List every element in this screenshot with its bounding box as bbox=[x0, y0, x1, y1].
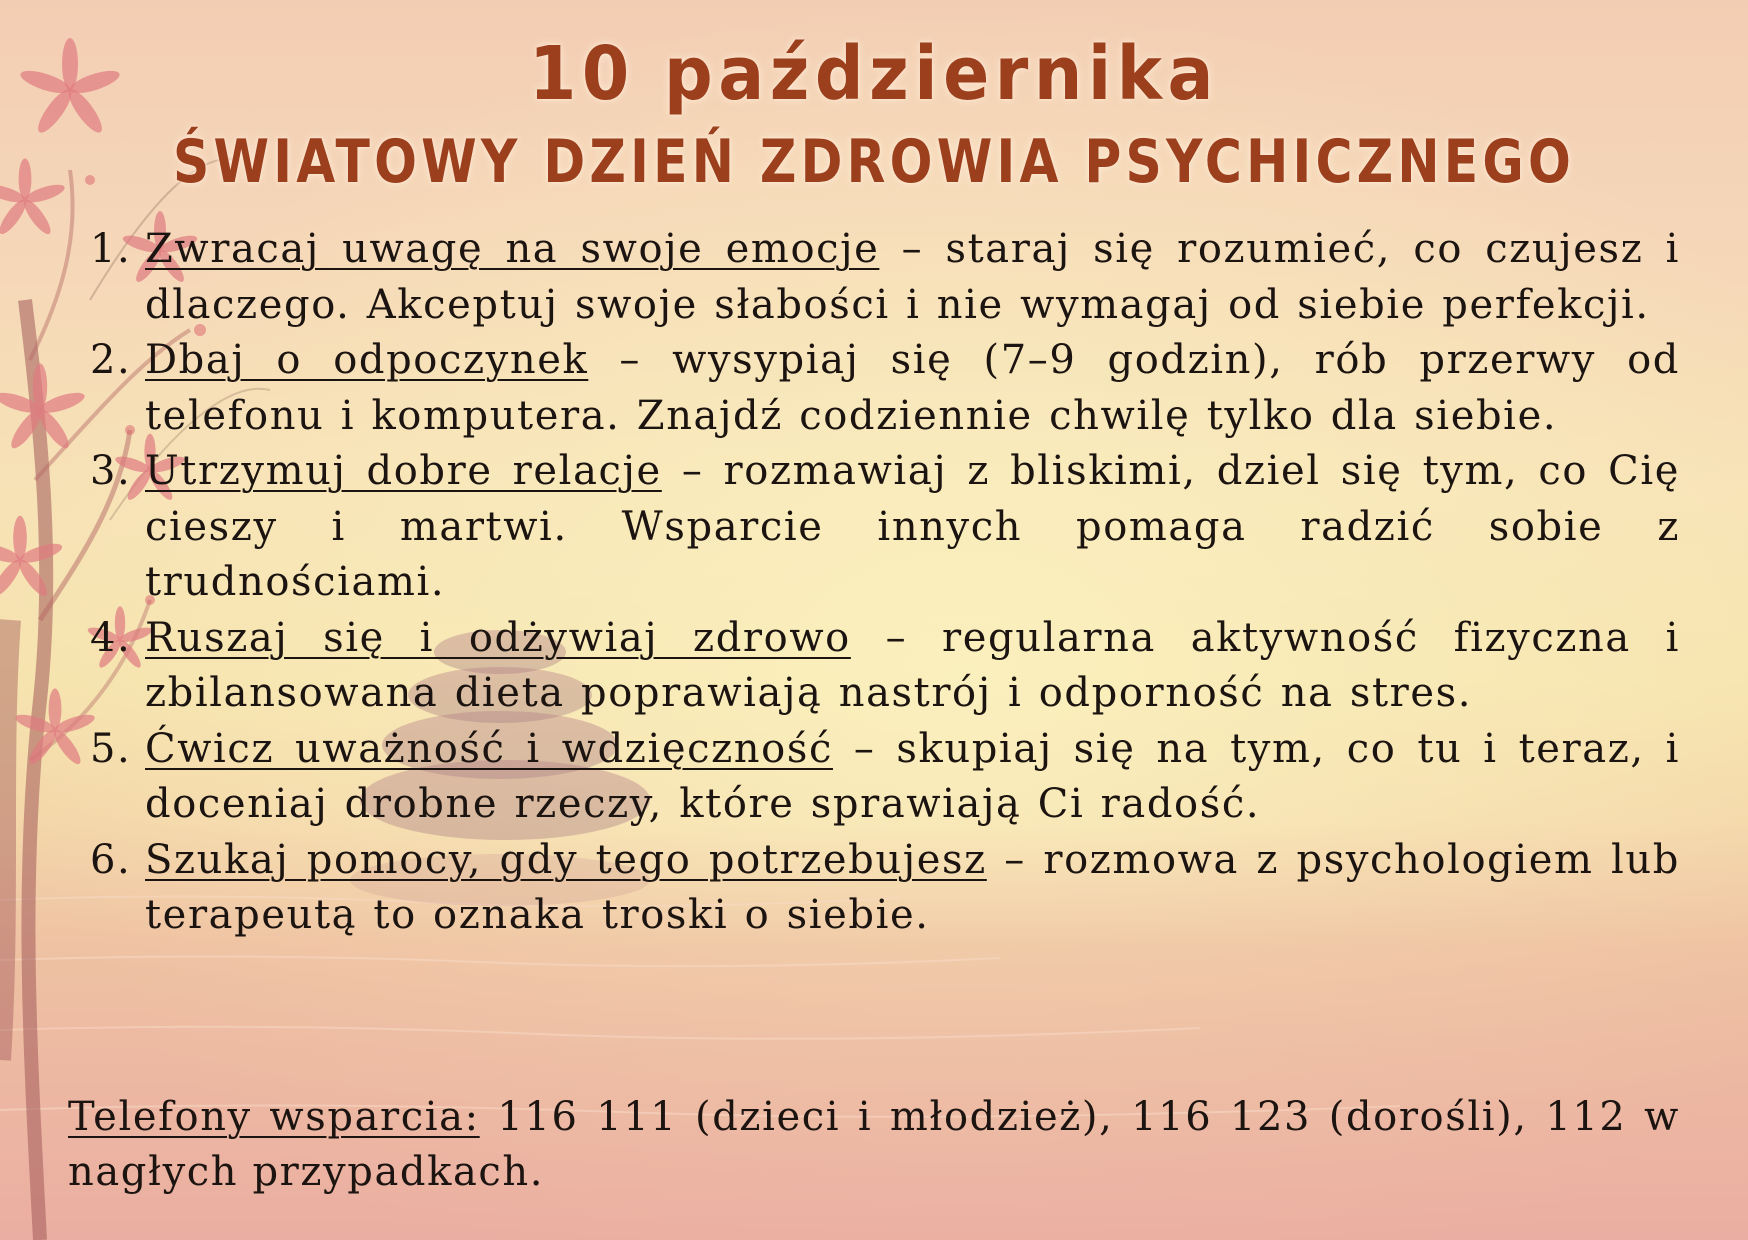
tip-heading: Ćwicz uważność i wdzięczność bbox=[145, 725, 833, 772]
tip-text: – wysypiaj się (7–9 godzin), rób przerwy od telefonu i komputera. Znajdź codziennie chwilę tylko dla siebie. bbox=[145, 337, 1680, 439]
date-title: 10 października bbox=[528, 31, 1219, 117]
tip-number: 2. bbox=[90, 337, 132, 383]
list-item bbox=[90, 444, 1680, 611]
hotline-numbers: 116 111 (dzieci i młodzież), 116 123 (dorośli), 112 w nagłych przypadkach. bbox=[68, 1094, 1680, 1195]
tip-number: 3. bbox=[90, 448, 132, 494]
tip-text: – rozmawiaj z bliskimi, dziel się tym, co Cię cieszy i martwi. Wsparcie innych pomaga radzić sobie z trudnościami. bbox=[145, 448, 1680, 605]
page-title: ŚWIATOWY DZIEŃ ZDROWIA PSYCHICZNEGO bbox=[172, 127, 1576, 197]
list-item bbox=[90, 333, 1680, 444]
list-item bbox=[90, 222, 1680, 333]
tip-text: – regularna aktywność fizyczna i zbilansowana dieta poprawiają nastrój i odporność na stres. bbox=[145, 614, 1680, 716]
list-item bbox=[90, 611, 1680, 722]
tip-heading: Utrzymuj dobre relacje bbox=[145, 448, 662, 494]
header bbox=[0, 26, 1748, 202]
support-hotlines bbox=[68, 1090, 1680, 1200]
tip-text: – skupiaj się na tym, co tu i teraz, i doceniaj drobne rzeczy, które sprawiają Ci radość. bbox=[145, 725, 1680, 827]
tip-heading: Dbaj o odpoczynek bbox=[145, 337, 589, 383]
tip-heading: Szukaj pomocy, gdy tego potrzebujesz bbox=[145, 836, 987, 883]
list-item bbox=[90, 722, 1680, 833]
tip-number: 5. bbox=[90, 725, 132, 772]
tip-number: 4. bbox=[90, 614, 132, 661]
tip-heading: Zwracaj uwagę na swoje emocje bbox=[145, 226, 880, 272]
hotline-label: Telefony wsparcia: bbox=[68, 1094, 480, 1140]
list-item bbox=[90, 833, 1680, 944]
tip-heading: Ruszaj się i odżywiaj zdrowo bbox=[145, 614, 851, 661]
tip-text: – staraj się rozumieć, co czujesz i dlaczego. Akceptuj swoje słabości i nie wymagaj od siebie perfekcji. bbox=[145, 226, 1680, 328]
tips-list bbox=[90, 222, 1680, 944]
tip-text: – rozmowa z psychologiem lub terapeutą to oznaka troski o siebie. bbox=[145, 836, 1681, 938]
tip-number: 1. bbox=[90, 226, 132, 272]
tip-number: 6. bbox=[90, 836, 132, 883]
